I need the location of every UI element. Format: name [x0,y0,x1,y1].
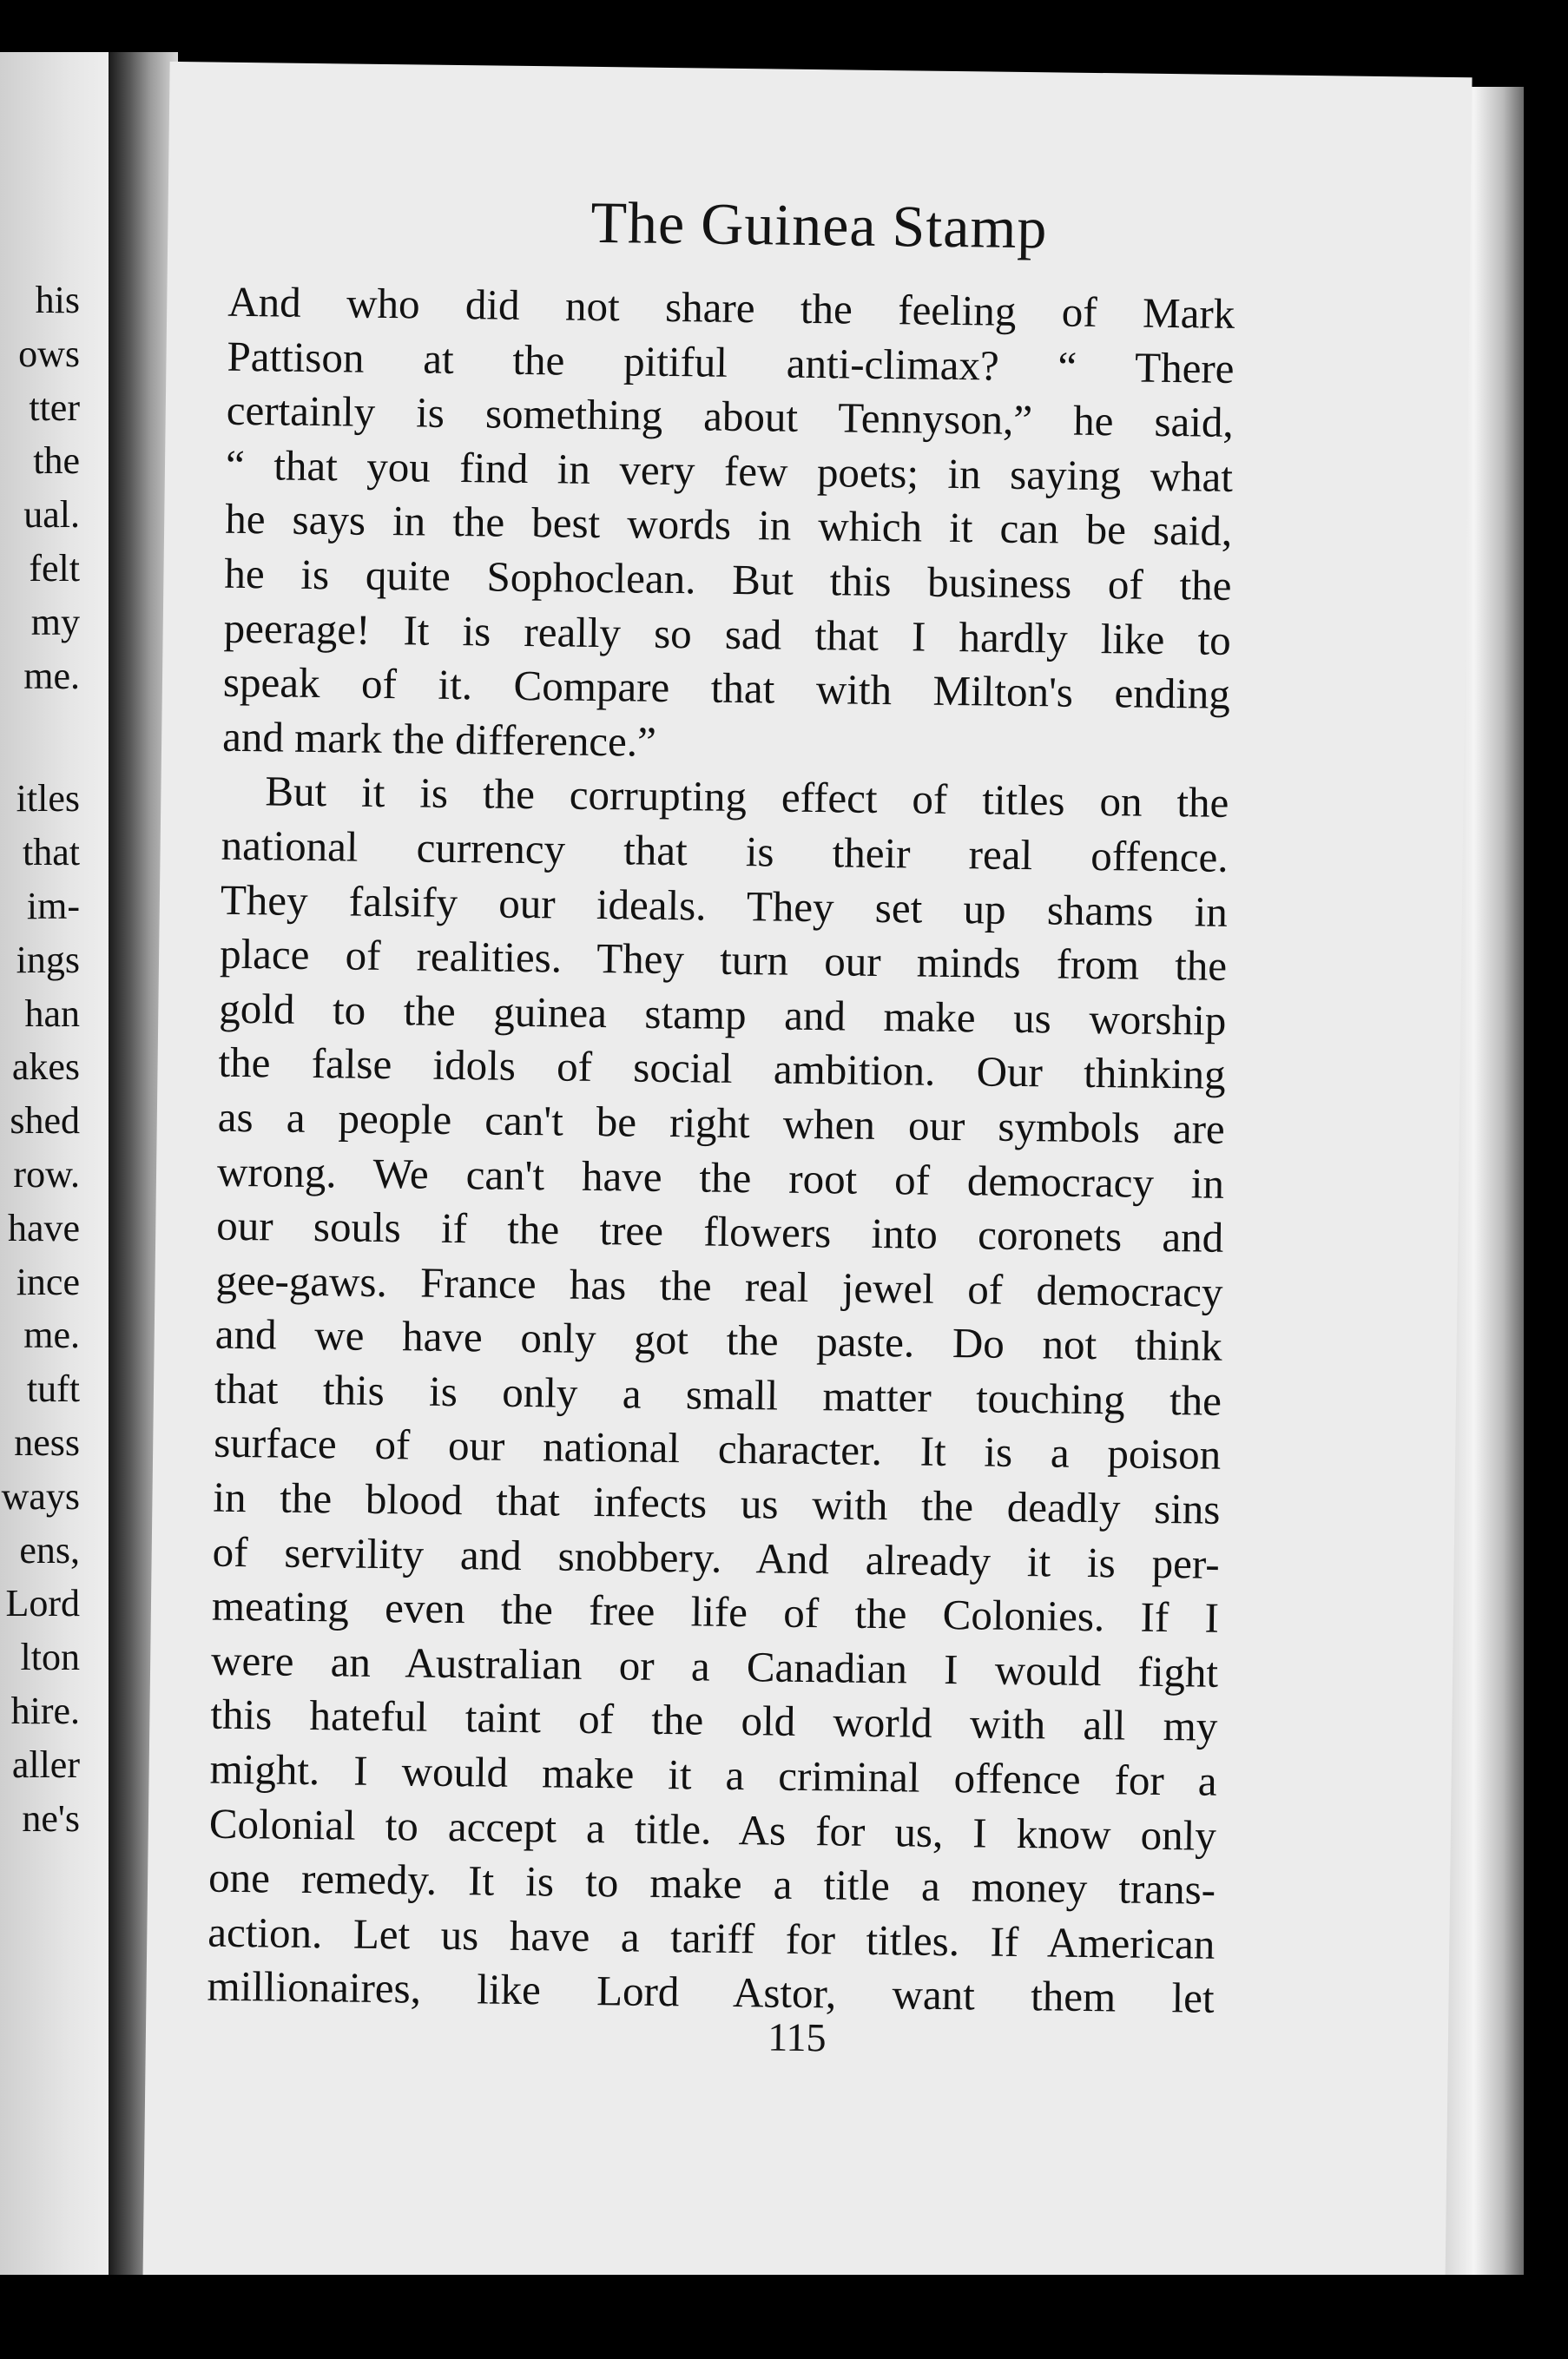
running-head: The Guinea Stamp [590,188,1048,261]
text-line: he says in the best words in which it can be said, [224,495,1233,556]
facing-line: akes [11,1045,80,1089]
text-line: and mark the difference.” [221,712,657,766]
facing-line: his [35,279,80,321]
text-line: of servility and snobbery. And already it is per- [212,1527,1220,1588]
text-line: speak of it. Compare that with Milton's ending [222,657,1231,719]
book-page [142,62,1472,2300]
facing-line: im- [26,884,80,927]
text-line: gee-gaws. France has the real jewel of democracy [215,1255,1223,1316]
facing-line: the [33,439,80,483]
facing-line: row. [13,1152,80,1196]
facing-line: felt [29,546,80,590]
text-line: he is quite Sophoclean. But this business of the [224,549,1232,610]
text-line: might. I would make it a criminal offence for a [209,1744,1217,1805]
text-line: place of realities. They turn our minds from the [219,929,1228,991]
facing-line: ens, [19,1528,80,1572]
text-line: action. Let us have a tariff for titles. If American [208,1908,1216,1968]
facing-line: aller [11,1743,80,1786]
facing-line: Lord [5,1582,80,1625]
facing-page-text [2,273,80,1845]
facing-line: have [7,1206,80,1249]
facing-line: me. [23,1314,80,1357]
facing-line: ne's [22,1796,80,1840]
body-text [207,275,1235,2026]
facing-line: ness [14,1420,80,1464]
facing-line: my [30,600,80,643]
facing-line: ual. [23,493,80,537]
text-line: the false idols of social ambition. Our thinking [218,1038,1226,1099]
text-line: surface of our national character. It is a poison [213,1419,1222,1479]
page-number: 115 [767,2014,827,2060]
text-line: one remedy. It is to make a title a money trans- [208,1853,1216,1914]
facing-line: itles [16,777,80,820]
facing-line: that [23,831,80,874]
facing-line: ings [16,938,80,981]
text-line: peerage! It is really so sad that I hardly like to [223,603,1231,664]
facing-line: ows [18,332,80,375]
text-line: were an Australian or a Canadian I would fight [210,1636,1219,1697]
text-line: our souls if the tree flowers into coronets and [215,1201,1224,1262]
text-line: “ that you find in very few poets; in saying what [225,440,1234,501]
text-line: in the blood that infects us with the deadly sins [213,1473,1221,1533]
facing-line: tuft [26,1367,80,1411]
paragraph-gap [2,702,80,772]
text-line: national currency that is their real offence. [221,820,1229,881]
text-line: Colonial to accept a title. As for us, I know only [208,1799,1217,1860]
text-line: and we have only got the paste. Do not think [214,1309,1223,1371]
facing-line: han [24,992,80,1035]
text-line: as a people can't be right when our symbols are [217,1092,1226,1153]
text-line: They falsify our ideals. They set up shams in [220,875,1229,936]
facing-line: tter [29,385,80,429]
facing-line: hire. [10,1689,80,1732]
text-line: millionaires, like Lord Astor, want them let [207,1962,1215,2023]
text-line: And who did not share the feeling of Mark [227,277,1235,338]
text-line: Pattison at the pitiful anti-climax? “ There [227,332,1235,392]
text-line: meating even the free life of the Colonies. If I [211,1581,1220,1643]
text-line: gold to the guinea stamp and make us worship [219,984,1227,1044]
facing-line: ways [1,1474,80,1518]
scan-border [0,2275,1568,2359]
text-line: wrong. We can't have the root of democracy in [216,1147,1225,1208]
text-line: that this is only a small matter touching the [214,1364,1222,1425]
text-line: certainly is something about Tennyson,” he said, [226,385,1235,447]
text-line: But it is the corrupting effect of titles on the [265,767,1229,827]
facing-line: ince [16,1260,80,1303]
text-line: this hateful taint of the old world with all my [210,1690,1218,1751]
facing-line: me. [23,654,80,697]
facing-line: lton [20,1636,80,1679]
facing-line: shed [10,1099,80,1143]
